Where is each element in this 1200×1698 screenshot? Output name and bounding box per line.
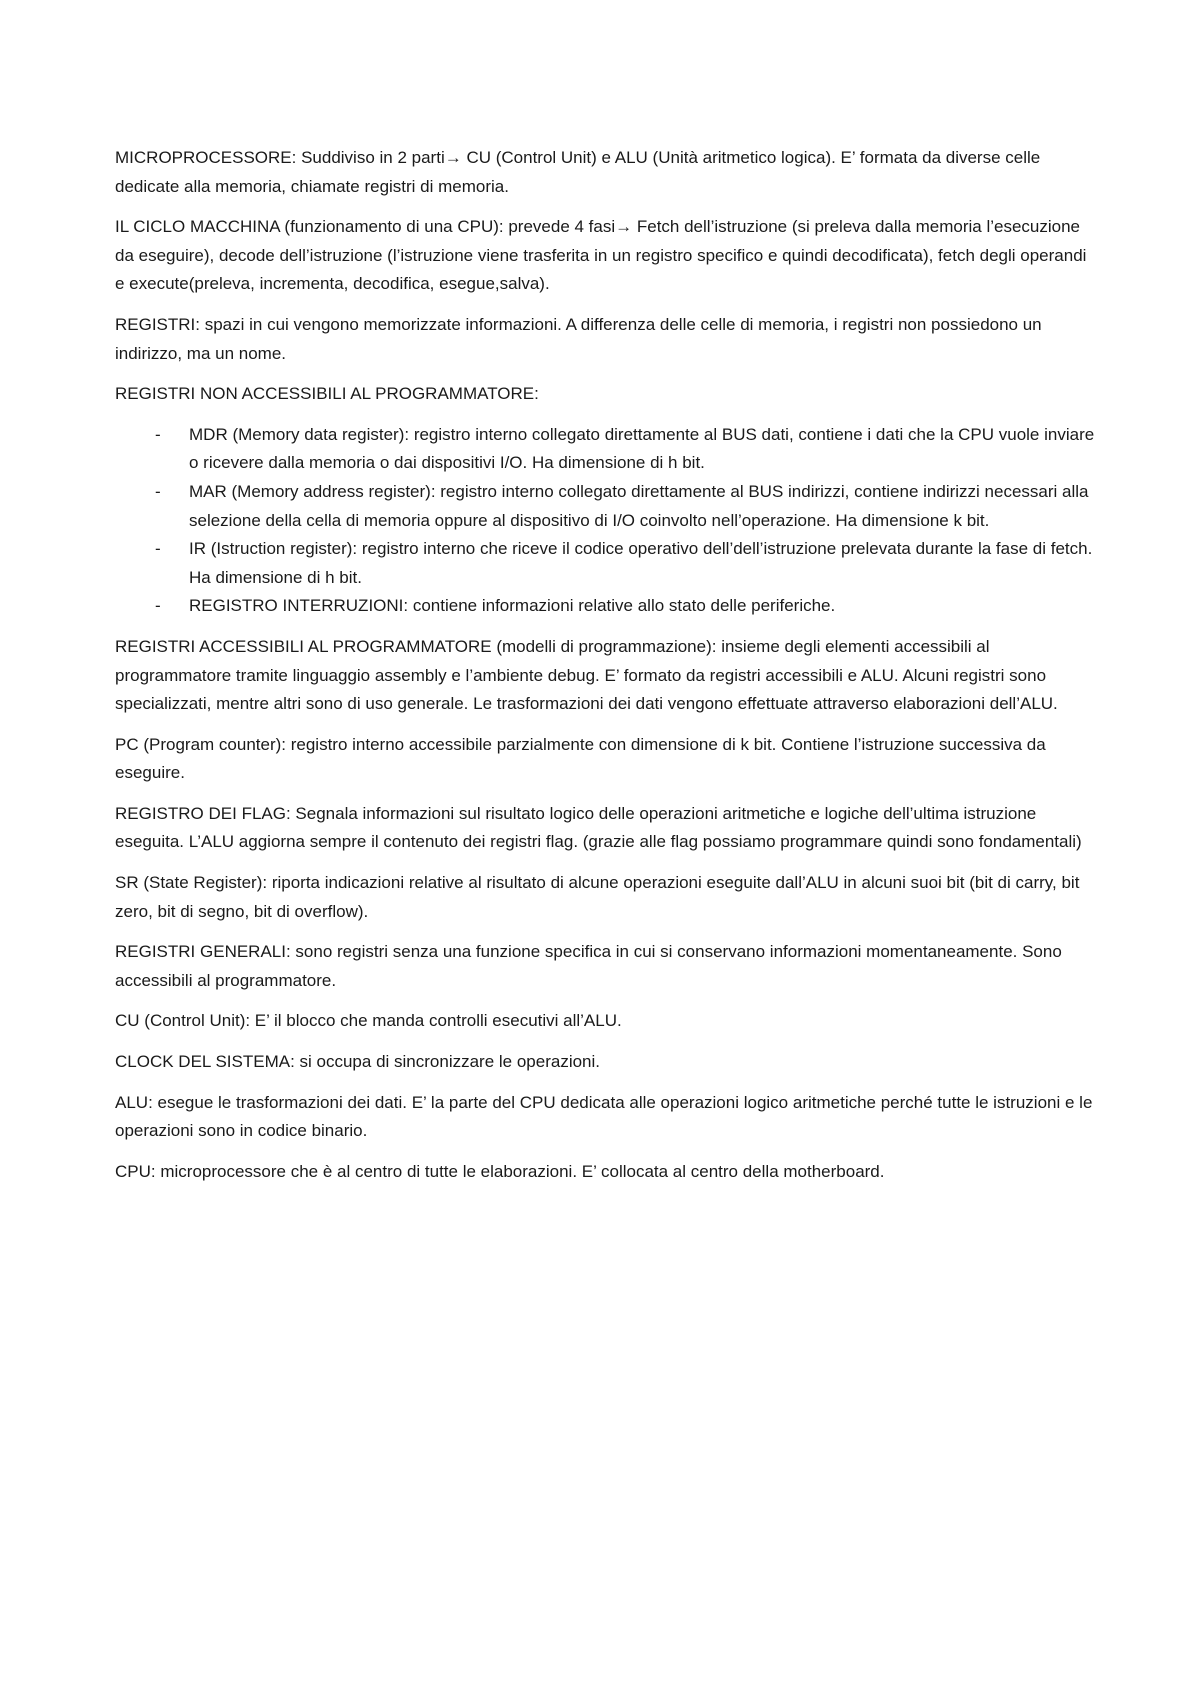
paragraph-microprocessore: MICROPROCESSORE: Suddiviso in 2 parti→ CU (Control Unit) e ALU (Unità aritmetico logica). E’ formata da diverse celle dedicate alla memoria, chiamate registri di memoria. xyxy=(115,148,1041,196)
list-item-text: IR (Istruction register): registro interno che riceve il codice operativo dell’dell’istruzione prelevata durante la fase di fetch. Ha dimensione di h bit. xyxy=(189,539,1093,587)
heading-registri-non-accessibili: REGISTRI NON ACCESSIBILI AL PROGRAMMATORE: xyxy=(115,384,539,404)
paragraph-control-unit: CU (Control Unit): E’ il blocco che manda controlli esecutivi all’ALU. xyxy=(115,1011,622,1031)
list-item-registro-interruzioni xyxy=(115,592,1095,621)
paragraph-state-register: SR (State Register): riporta indicazioni relative al risultato di alcune operazioni eseguite dall’ALU in alcuni suoi bit (bit di carry, bit zero, bit di segno, bit di overflow). xyxy=(115,873,1080,921)
list-item-ir xyxy=(115,535,1095,592)
paragraph-registri-accessibili: REGISTRI ACCESSIBILI AL PROGRAMMATORE (modelli di programmazione): insieme degli elementi accessibili al programmatore tramite linguaggio assembly e l’ambiente debug. E’ formato da registri accessibili e ALU. Alcuni registri sono specializzati, mentre altri sono di uso generale. Le trasformazioni dei dati vengono effettuate attraverso elaborazioni dell’ALU. xyxy=(115,636,1058,714)
bullet-marker: - xyxy=(155,424,161,444)
paragraph-registri: REGISTRI: spazi in cui vengono memorizzate informazioni. A differenza delle celle di memoria, i registri non possiedono un indirizzo, ma un nome. xyxy=(115,314,1042,363)
document-page xyxy=(115,144,1095,1198)
register-list xyxy=(115,421,1095,621)
paragraph-program-counter: PC (Program counter): registro interno accessibile parzialmente con dimensione di k bit. Contiene l’istruzione successiva da eseguire. xyxy=(115,734,1046,783)
bullet-marker: - xyxy=(155,539,161,559)
bullet-marker: - xyxy=(155,481,161,501)
list-item-text: MAR (Memory address register): registro interno collegato direttamente al BUS indirizzi, contiene indirizzi necessari alla selezione della cella di memoria oppure al dispositivo di I/O coinvolto nell’operazione. Ha dimensione k bit. xyxy=(189,481,1089,530)
list-item-mdr xyxy=(115,421,1095,478)
paragraph-registri-generali: REGISTRI GENERALI: sono registri senza una funzione specifica in cui si conservano informazioni momentaneamente. Sono accessibili al programmatore. xyxy=(115,942,1062,990)
list-item-text: REGISTRO INTERRUZIONI: contiene informazioni relative allo stato delle periferiche. xyxy=(189,596,836,616)
bullet-marker: - xyxy=(155,596,161,616)
paragraph-alu: ALU: esegue le trasformazioni dei dati. E’ la parte del CPU dedicata alle operazioni logico aritmetiche perché tutte le istruzioni e le operazioni sono in codice binario. xyxy=(115,1092,1093,1141)
paragraph-ciclo-macchina: IL CICLO MACCHINA (funzionamento di una CPU): prevede 4 fasi→ Fetch dell’istruzione (si preleva dalla memoria l’esecuzione da eseguire), decode dell’istruzione (l’istruzione viene trasferita in un registro specifico e quindi decodificata), fetch degli operandi e execute(preleva, incrementa, decodifica, esegue,salva). xyxy=(115,217,1087,294)
paragraph-clock-sistema: CLOCK DEL SISTEMA: si occupa di sincronizzare le operazioni. xyxy=(115,1052,601,1072)
paragraph-registro-flag: REGISTRO DEI FLAG: Segnala informazioni sul risultato logico delle operazioni aritmetiche e logiche dell’ultima istruzione eseguita. L’ALU aggiorna sempre il contenuto dei registri flag. (grazie alle flag possiamo programmare quindi sono fondamentali) xyxy=(115,803,1082,852)
list-item-mar xyxy=(115,478,1095,535)
list-item-text: MDR (Memory data register): registro interno collegato direttamente al BUS dati, contiene i dati che la CPU vuole inviare o ricevere dalla memoria o dai dispositivi I/O. Ha dimensione di h bit. xyxy=(189,424,1095,473)
paragraph-cpu: CPU: microprocessore che è al centro di tutte le elaborazioni. E’ collocata al centro della motherboard. xyxy=(115,1161,885,1181)
